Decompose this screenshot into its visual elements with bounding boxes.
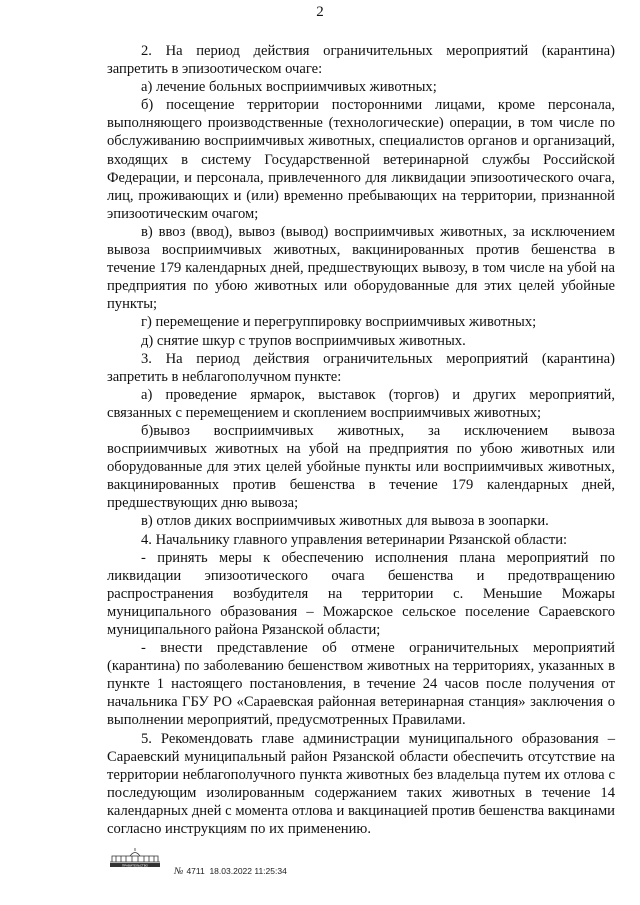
paragraph: в) ввоз (ввод), вывоз (вывод) восприимчивых животных, за исключением вывоза восприимчивых животных, вакцинированных против бешенства в течение 179 календарных дней, предшествующих вывозу, в том числе на убой на предприятия по убою животных или оборудованные для этих целей убойные пункты; <box>107 223 615 313</box>
paragraph: б) посещение территории посторонними лицами, кроме персонала, выполняющего производственные (технологические) операции, в том числе по обслуживанию восприимчивых животных, специалистов органов и организаций, входящих в систему Государственной ветеринарной службы Российской Федерации, и персонала, привлеченного для ликвидации эпизоотического очага, лиц, проживающих и (или) временно пребывающих на территории, признанной эпизоотическим очагом; <box>107 97 615 222</box>
paragraph: а) проведение ярмарок, выставок (торгов) и других мероприятий, связанных с перемещением и скоплением восприимчивых животных; <box>107 386 615 421</box>
paragraph: 5. Рекомендовать главе администрации муниципального образования – Сараевский муниципальный район Рязанской области обеспечить отсутствие на территории неблагополучного пункта животных без владельца путем их отлова с последующим изолированным содержанием таких животных в течение 14 календарных дней с момента отлова и вакцинацией против бешенства вакцинами согласно инструкциям по их применению. <box>107 730 615 838</box>
paragraph: б)вывоз восприимчивых животных, за исключением вывоза восприимчивых животных на убой на предприятия по убою животных или оборудованные для этих целей убойные пункты или восприимчивых животных, вакцинированных против бешенства в течение 179 календарных дней, предшествующих дню вывоза; <box>107 422 615 512</box>
logo-caption: ПРАВИТЕЛЬСТВО <box>122 863 148 868</box>
paragraph: а) лечение больных восприимчивых животных; <box>141 79 437 96</box>
document-registration <box>174 866 287 877</box>
paragraph: 3. На период действия ограничительных мероприятий (карантина) запретить в неблагополучном пункте: <box>107 350 615 385</box>
paragraph: д) снятие шкур с трупов восприимчивых животных. <box>141 332 466 349</box>
paragraph: 2. На период действия ограничительных мероприятий (карантина) запретить в эпизоотическом очаге: <box>107 43 615 78</box>
paragraph: 4. Начальнику главного управления ветеринарии Рязанской области: <box>141 531 568 548</box>
paragraph: - принять меры к обеспечению исполнения плана мероприятий по ликвидации эпизоотического очага бешенства и предотвращению распространения возбудителя на территории с. Меньшие Можары муниципального образования – Можарское сельское поселение Сараевского муниципального района Рязанской области; <box>107 549 615 638</box>
paragraph: в) отлов диких восприимчивых животных для вывоза в зоопарки. <box>141 513 549 530</box>
document-body <box>107 42 615 838</box>
paragraph: г) перемещение и перегруппировку восприимчивых животных; <box>141 314 537 331</box>
number-sign: № <box>174 866 184 877</box>
government-building-icon <box>108 846 162 868</box>
paragraph: - внести представление об отмене ограничительных мероприятий (карантина) по заболеванию бешенством животных на территориях, указанных в пункте 1 настоящего постановления, в течение 24 часов после получения от начальника ГБУ РО «Сараевская районная ветеринарная станция» заключения о выполнении мероприятий, предусмотренных Правилами. <box>107 640 615 729</box>
timestamp: 18.03.2022 11:25:34 <box>209 866 287 876</box>
page-number: 2 <box>316 4 324 20</box>
doc-number: 4711 <box>186 866 205 876</box>
